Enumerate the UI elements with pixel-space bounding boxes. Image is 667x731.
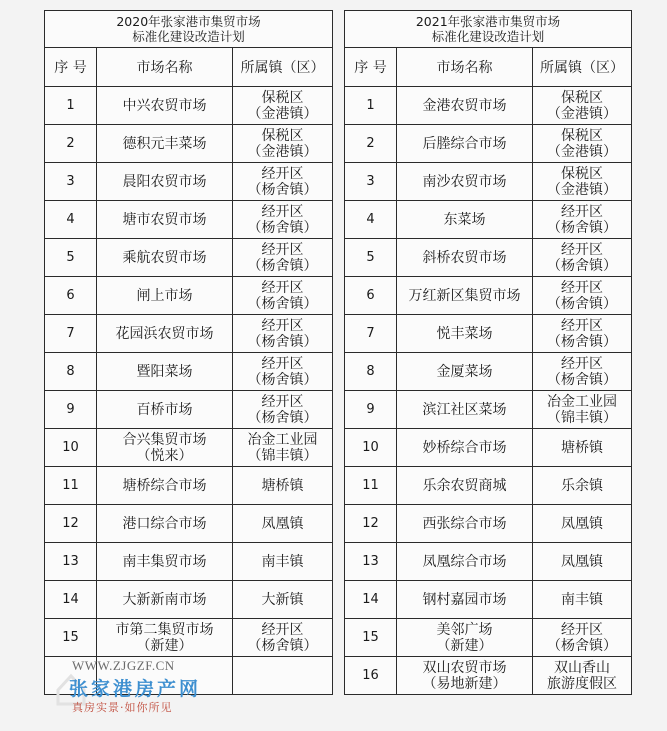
town-district: [533, 619, 632, 657]
town-district-line-1: 经开区: [261, 393, 304, 410]
row-number: 5: [345, 239, 397, 277]
table-row: [345, 391, 632, 429]
market-name-line-1: 西张综合市场: [422, 515, 507, 532]
row-number: 5: [45, 239, 97, 277]
town-district-line-2: （杨舍镇）: [547, 371, 617, 388]
row-number: 3: [345, 163, 397, 201]
town-district-line-2: （杨舍镇）: [247, 409, 318, 426]
town-district-line-1: 乐余镇: [561, 477, 603, 494]
market-name-line-1: 乘航农贸市场: [122, 249, 207, 266]
market-name: [97, 429, 233, 467]
town-district-line-1: 塘桥镇: [561, 439, 603, 456]
table-row: [45, 125, 333, 163]
row-number: 7: [45, 315, 97, 353]
town-district: [233, 201, 333, 239]
market-name-line-2: （新建）: [436, 637, 493, 654]
table-row: [45, 87, 333, 125]
table-row: [45, 163, 333, 201]
town-district-line-2: （金港镇）: [547, 181, 617, 198]
town-district: [233, 467, 333, 505]
town-district-line-2: （锦丰镇）: [547, 409, 617, 426]
town-district-line-1: 凤凰镇: [561, 515, 603, 532]
market-name: [97, 277, 233, 315]
town-district-line-1: 经开区: [561, 203, 603, 220]
market-name: [97, 619, 233, 657]
plan-2021-table: [344, 10, 632, 695]
town-district-line-1: 保税区: [261, 89, 304, 106]
title-line-1: 2020年张家港市集贸市场: [116, 14, 261, 29]
town-district-line-1: 经开区: [561, 355, 603, 372]
town-district: [533, 543, 632, 581]
market-name: [397, 619, 533, 657]
row-number: 6: [45, 277, 97, 315]
row-number: 12: [45, 505, 97, 543]
market-name-line-1: 南沙农贸市场: [422, 173, 507, 190]
market-name: [397, 391, 533, 429]
market-name: [397, 543, 533, 581]
watermark-url: WWW.ZJGZF.CN: [72, 658, 175, 673]
market-name-line-1: 万红新区集贸市场: [408, 287, 521, 304]
market-name: [397, 315, 533, 353]
market-name-line-1: 凤凰综合市场: [422, 553, 507, 570]
town-district: [533, 87, 632, 125]
row-number: 11: [45, 467, 97, 505]
town-district: [233, 429, 333, 467]
town-district-line-2: （金港镇）: [547, 105, 617, 122]
table-row: [345, 581, 632, 619]
market-name-line-1: 合兴集贸市场: [122, 431, 207, 448]
town-district-line-1: 经开区: [561, 241, 603, 258]
town-district-line-1: 凤凰镇: [561, 553, 603, 570]
row-number: 10: [45, 429, 97, 467]
col-header-no: 序 号: [345, 48, 397, 87]
town-district-line-1: 塘桥镇: [261, 477, 304, 494]
market-name: [397, 87, 533, 125]
market-name: [97, 581, 233, 619]
town-district-line-2: （金港镇）: [547, 143, 617, 160]
market-name-line-1: 塘桥综合市场: [122, 477, 207, 494]
plan-2020-table: [44, 10, 333, 695]
town-district: [233, 581, 333, 619]
town-district-line-2: （杨舍镇）: [547, 295, 617, 312]
row-number: 4: [45, 201, 97, 239]
market-name-line-1: 双山农贸市场: [422, 659, 507, 676]
market-name-line-1: 晨阳农贸市场: [122, 173, 207, 190]
town-district-line-1: 经开区: [261, 203, 304, 220]
town-district-line-1: 经开区: [261, 355, 304, 372]
town-district-line-1: 经开区: [261, 317, 304, 334]
col-header-town: 所属镇（区）: [533, 48, 632, 87]
market-name-line-2: （悦来）: [136, 447, 193, 464]
town-district: [233, 353, 333, 391]
market-name-line-1: 金港农贸市场: [422, 97, 507, 114]
col-header-name: 市场名称: [397, 48, 533, 87]
row-number: 8: [345, 353, 397, 391]
row-number: 4: [345, 201, 397, 239]
town-district-line-2: （杨舍镇）: [247, 295, 318, 312]
row-number: 7: [345, 315, 397, 353]
row-number: 15: [45, 619, 97, 657]
watermark-slogan: 真房实景·如你所见: [72, 701, 173, 714]
table-row: [45, 505, 333, 543]
town-district-line-1: 保税区: [561, 89, 603, 106]
town-district: [233, 505, 333, 543]
market-name-line-1: 市第二集贸市场: [115, 621, 214, 638]
town-district-line-2: （杨舍镇）: [247, 219, 318, 236]
town-district: [533, 239, 632, 277]
market-name: [97, 315, 233, 353]
market-name: [397, 657, 533, 695]
market-name-line-1: 悦丰菜场: [436, 325, 493, 342]
row-number: [45, 657, 97, 695]
town-district: [533, 315, 632, 353]
town-district-line-1: 经开区: [561, 279, 603, 296]
town-district: [233, 277, 333, 315]
market-name: [97, 543, 233, 581]
table-row: [45, 277, 333, 315]
table-row: [345, 239, 632, 277]
row-number: 10: [345, 429, 397, 467]
town-district-line-2: （杨舍镇）: [547, 257, 617, 274]
town-district: [533, 581, 632, 619]
row-number: 16: [345, 657, 397, 695]
table-row: [345, 505, 632, 543]
market-name: [97, 125, 233, 163]
market-name-line-1: 妙桥综合市场: [422, 439, 507, 456]
row-number: 1: [345, 87, 397, 125]
town-district: [233, 657, 333, 695]
town-district-line-1: 南丰镇: [261, 553, 304, 570]
row-number: 11: [345, 467, 397, 505]
town-district-line-1: 经开区: [261, 279, 304, 296]
market-name: [397, 353, 533, 391]
market-name-line-1: 南丰集贸市场: [122, 553, 207, 570]
market-name-line-1: 港口综合市场: [122, 515, 207, 532]
market-name-line-1: 大新新南市场: [122, 591, 207, 608]
market-name: [397, 581, 533, 619]
title-line-2: 标准化建设改造计划: [132, 29, 245, 44]
town-district: [533, 201, 632, 239]
town-district-line-1: 凤凰镇: [261, 515, 304, 532]
town-district-line-1: 保税区: [261, 127, 304, 144]
town-district: [533, 657, 632, 695]
market-name-line-1: 百桥市场: [136, 401, 193, 418]
market-name: [97, 87, 233, 125]
market-name: [397, 467, 533, 505]
document: [44, 10, 632, 702]
market-name: [397, 505, 533, 543]
market-name-line-1: 暨阳菜场: [136, 363, 193, 380]
table-row: [345, 277, 632, 315]
town-district-line-2: （金港镇）: [247, 143, 318, 160]
table-row: [45, 429, 333, 467]
row-number: 6: [345, 277, 397, 315]
town-district-line-1: 经开区: [561, 621, 603, 638]
row-number: 2: [45, 125, 97, 163]
town-district-line-1: 经开区: [261, 165, 304, 182]
row-number: 3: [45, 163, 97, 201]
town-district: [233, 239, 333, 277]
market-name-line-1: 美邻广场: [436, 621, 493, 638]
market-name: [397, 163, 533, 201]
market-name-line-1: 金厦菜场: [436, 363, 493, 380]
row-number: 2: [345, 125, 397, 163]
title-line-1: 2021年张家港市集贸市场: [415, 14, 561, 29]
row-number: 13: [345, 543, 397, 581]
col-header-name: 市场名称: [97, 48, 233, 87]
town-district: [533, 277, 632, 315]
town-district-line-2: （杨舍镇）: [247, 637, 318, 654]
table-row: [45, 239, 333, 277]
table-row: [345, 467, 632, 505]
market-name: [97, 201, 233, 239]
row-number: 14: [345, 581, 397, 619]
row-number: 1: [45, 87, 97, 125]
market-name: [97, 239, 233, 277]
market-name-line-1: 闸上市场: [136, 287, 193, 304]
market-name-line-1: 后塍综合市场: [422, 135, 507, 152]
market-name: [397, 429, 533, 467]
market-name-line-1: 德积元丰菜场: [122, 135, 207, 152]
row-number: 13: [45, 543, 97, 581]
market-name-line-1: 斜桥农贸市场: [422, 249, 507, 266]
table-row: [45, 201, 333, 239]
town-district: [533, 125, 632, 163]
table-row: [345, 619, 632, 657]
table-row: [345, 543, 632, 581]
col-header-no: 序 号: [45, 48, 97, 87]
table-row: [45, 467, 333, 505]
table-row: [45, 353, 333, 391]
market-name-line-1: 乐余农贸商城: [422, 477, 507, 494]
town-district-line-2: （杨舍镇）: [547, 333, 617, 350]
town-district: [233, 391, 333, 429]
table-row: [345, 201, 632, 239]
market-name-line-1: 花园浜农贸市场: [115, 325, 214, 342]
market-name: [97, 505, 233, 543]
town-district: [233, 87, 333, 125]
town-district-line-1: 冶金工业园: [547, 393, 617, 410]
town-district-line-1: 经开区: [561, 317, 603, 334]
town-district: [233, 543, 333, 581]
town-district: [533, 163, 632, 201]
town-district: [533, 467, 632, 505]
table-row: [345, 87, 632, 125]
market-name: [397, 125, 533, 163]
market-name: [97, 163, 233, 201]
market-name-line-1: 塘市农贸市场: [122, 211, 207, 228]
town-district-line-1: 大新镇: [261, 591, 304, 608]
town-district-line-2: （金港镇）: [247, 105, 318, 122]
watermark-site-name: 张家港房产网: [69, 678, 202, 700]
table-row: [45, 315, 333, 353]
town-district: [533, 505, 632, 543]
market-name-line-2: （易地新建）: [422, 675, 507, 692]
row-number: 12: [345, 505, 397, 543]
town-district-line-1: 经开区: [261, 241, 304, 258]
table-row: [345, 657, 632, 695]
market-name: [97, 353, 233, 391]
market-name-line-1: 东菜场: [443, 211, 486, 228]
row-number: 9: [345, 391, 397, 429]
town-district: [233, 315, 333, 353]
market-name-line-1: 钢村嘉园市场: [422, 591, 507, 608]
market-name-line-1: 滨江社区菜场: [422, 401, 507, 418]
town-district-line-1: 南丰镇: [561, 591, 603, 608]
town-district-line-1: 双山香山: [554, 659, 610, 676]
market-name-line-2: （新建）: [136, 637, 193, 654]
town-district-line-2: （杨舍镇）: [247, 181, 318, 198]
town-district: [533, 353, 632, 391]
table-row: [45, 657, 333, 695]
town-district: [233, 125, 333, 163]
market-name: [397, 277, 533, 315]
row-number: 9: [45, 391, 97, 429]
town-district-line-2: （锦丰镇）: [247, 447, 318, 464]
town-district-line-1: 冶金工业园: [247, 431, 318, 448]
town-district-line-1: 保税区: [561, 127, 603, 144]
market-name: [397, 239, 533, 277]
row-number: 15: [345, 619, 397, 657]
town-district: [233, 163, 333, 201]
town-district-line-2: （杨舍镇）: [547, 637, 617, 654]
market-name: [97, 657, 233, 695]
town-district-line-2: （杨舍镇）: [247, 257, 318, 274]
town-district-line-2: （杨舍镇）: [547, 219, 617, 236]
table-row: [345, 163, 632, 201]
market-name: [97, 467, 233, 505]
table-title-2021: [345, 11, 632, 48]
table-row: [345, 353, 632, 391]
town-district-line-2: （杨舍镇）: [247, 333, 318, 350]
table-row: [45, 581, 333, 619]
table-row: [345, 125, 632, 163]
market-name: [97, 391, 233, 429]
table-row: [45, 543, 333, 581]
table-row: [45, 391, 333, 429]
title-line-2: 标准化建设改造计划: [431, 29, 545, 44]
row-number: 14: [45, 581, 97, 619]
town-district-line-1: 经开区: [261, 621, 304, 638]
town-district: [533, 429, 632, 467]
col-header-town: 所属镇（区）: [233, 48, 333, 87]
town-district-line-2: （杨舍镇）: [247, 371, 318, 388]
table-row: [345, 429, 632, 467]
market-name-line-1: 中兴农贸市场: [122, 97, 207, 114]
table-row: [45, 619, 333, 657]
market-name: [397, 201, 533, 239]
town-district: [533, 391, 632, 429]
town-district: [233, 619, 333, 657]
town-district-line-1: 保税区: [561, 165, 603, 182]
town-district-line-2: 旅游度假区: [547, 675, 617, 692]
table-row: [345, 315, 632, 353]
row-number: 8: [45, 353, 97, 391]
table-title-2020: [45, 11, 333, 48]
